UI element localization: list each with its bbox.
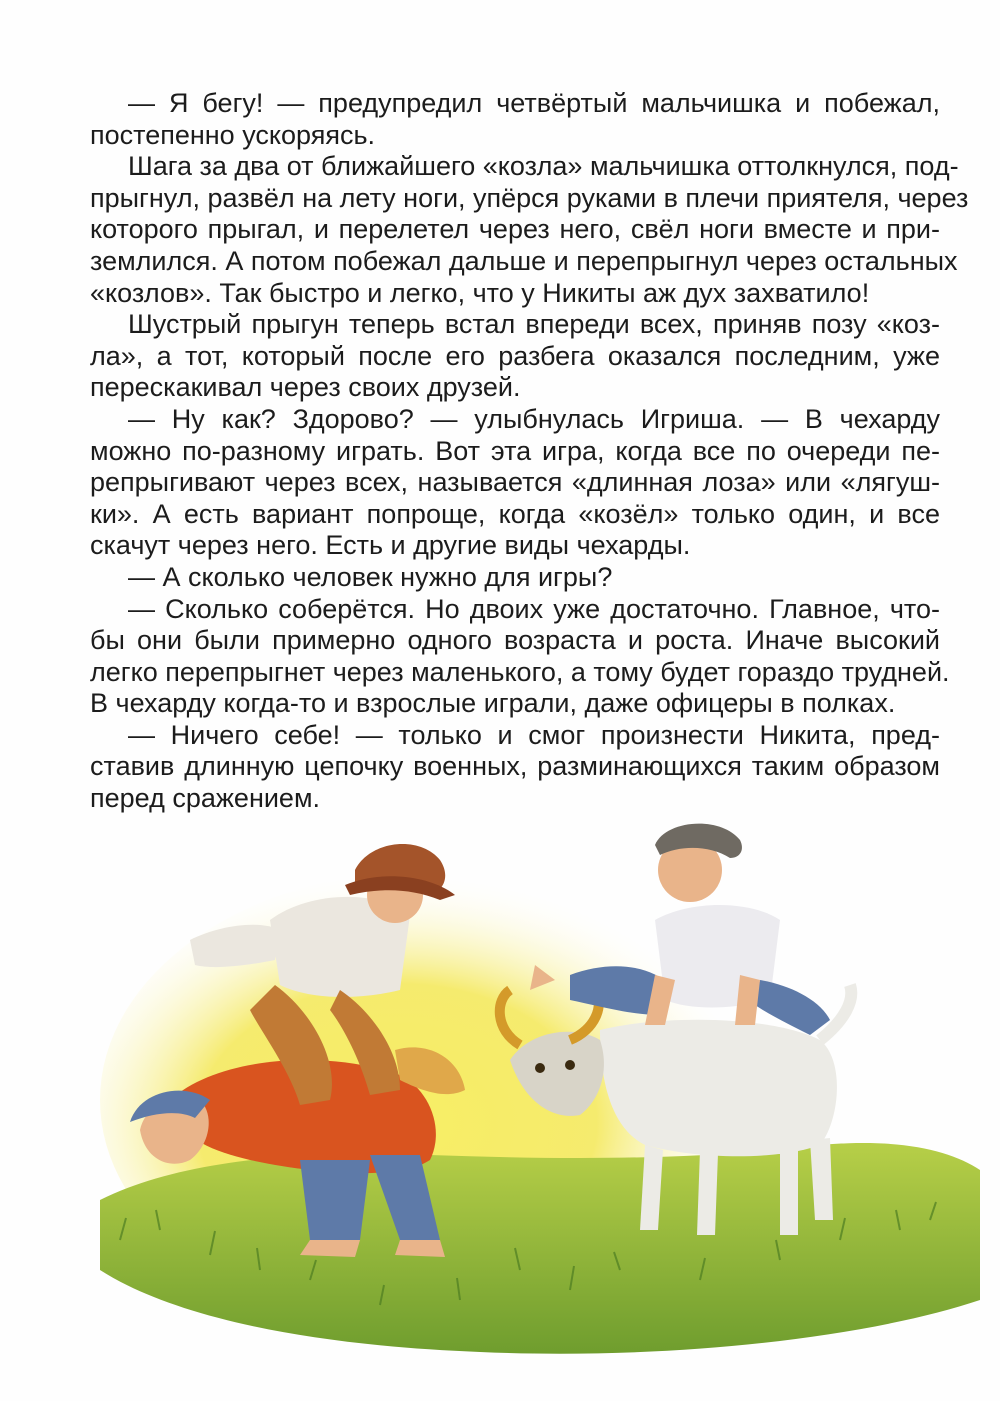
text-line: ки». А есть вариант попроще, когда «козёл» только один, и все bbox=[90, 498, 940, 529]
text-line: — Ну как? Здорово? — улыбнулась Игриша. — В чехарду bbox=[128, 403, 940, 434]
grass-meadow bbox=[100, 1143, 980, 1354]
text-line: можно по-разному играть. Вот эта игра, когда все по очереди пе- bbox=[90, 435, 940, 466]
text-line: Шустрый прыгун теперь встал впереди всех, приняв позу «коз- bbox=[128, 309, 940, 340]
text-line: бы они были примерно одного возраста и роста. Иначе высокий bbox=[90, 625, 940, 656]
text-line: скачут через него. Есть и другие виды чехарды. bbox=[90, 530, 691, 561]
text-line: «козлов». Так быстро и легко, что у Никиты аж дух захватило! bbox=[90, 277, 870, 308]
text-line: В чехарду когда-то и взрослые играли, даже офицеры в полках. bbox=[90, 688, 896, 719]
text-line: легко перепрыгнет через маленького, а тому будет гораздо трудней. bbox=[90, 656, 950, 687]
text-line: постепенно ускоряясь. bbox=[90, 119, 376, 150]
text-line: — Сколько соберётся. Но двоих уже достаточно. Главное, что- bbox=[128, 593, 940, 624]
text-line: репрыгивают через всех, называется «длинная лоза» или «лягуш- bbox=[90, 467, 940, 498]
text-line: ставив длинную цепочку военных, разминающихся таким образом bbox=[90, 751, 940, 782]
story-text bbox=[90, 88, 969, 815]
paragraph bbox=[90, 309, 940, 404]
text-line: — Я бегу! — предупредил четвёртый мальчишка и побежал, bbox=[128, 88, 940, 118]
paragraph bbox=[90, 593, 950, 720]
text-line: которого прыгал, и перелетел через него, свёл ноги вместе и при- bbox=[90, 214, 940, 245]
paragraph bbox=[90, 404, 940, 562]
text-line: перескакивал через своих друзей. bbox=[90, 372, 521, 403]
paragraph bbox=[90, 562, 940, 594]
leapfrog-illustration bbox=[100, 800, 980, 1360]
text-line: прыгнул, развёл на лету ноги, упёрся руками в плечи приятеля, через bbox=[90, 182, 969, 213]
text-line: Шага за два от ближайшего «козла» мальчишка оттолкнулся, под- bbox=[128, 151, 959, 182]
text-line: — Ничего себе! — только и смог произнести Никита, пред- bbox=[128, 719, 940, 750]
text-line: — А сколько человек нужно для игры? bbox=[128, 561, 613, 592]
paragraph bbox=[90, 151, 969, 309]
paragraph bbox=[90, 88, 940, 151]
text-line: землился. А потом побежал дальше и перепрыгнул через остальных bbox=[90, 245, 958, 276]
text-line: перед сражением. bbox=[90, 783, 321, 814]
text-line: ла», а тот, который после его разбега оказался последним, уже bbox=[90, 340, 940, 371]
